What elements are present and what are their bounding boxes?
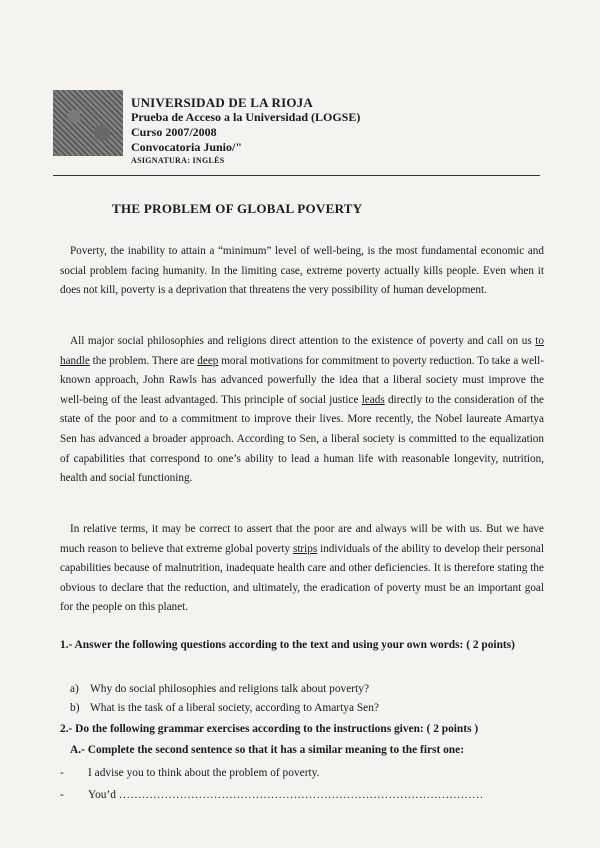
underlined-word: leads [361, 393, 385, 406]
exercise-blank: You’d …………………………………………………………………………………… [88, 789, 484, 801]
question-1a [70, 680, 554, 699]
exam-subject: ASIGNATURA: INGLÉS [131, 156, 225, 165]
paragraph-1-text: Poverty, the inability to attain a “minimum” level of well-being, is the most fundamental economic and social problem facing humanity. In the limiting case, extreme poverty actually kills people. Even when it does not kill, poverty is a deprivation that threatens the very possibility of human development. [60, 245, 544, 297]
question-1a-text: Why do social philosophies and religions talk about poverty? [90, 683, 370, 695]
paragraph-3 [60, 520, 544, 618]
exam-session: Convocatoria Junio/" [131, 140, 242, 154]
university-name: UNIVERSIDAD DE LA RIOJA [131, 95, 313, 110]
paragraph-2 [60, 332, 544, 489]
exercise-line-1 [60, 764, 544, 783]
question-2a: A.- Complete the second sentence so that it has a similar meaning to the first one: [70, 744, 464, 756]
question-1: 1.- Answer the following questions according to the text and using your own words: ( 2 points) [60, 639, 515, 651]
paragraph-2-text: All major social philosophies and religions direct attention to the existence of poverty and call on us [70, 335, 536, 347]
paragraph-3-text: In relative terms, it may be correct to assert that the poor are and always will be with us. But we have much reason to believe that extreme global poverty [60, 523, 544, 555]
paragraph-2-text: the problem. There are [89, 354, 198, 367]
course-year: Curso 2007/2008 [131, 125, 217, 139]
paragraph-3-text: individuals of the ability to develop their personal capabilities because of malnutrition, inadequate health care and other deficiencies. It is therefore stating the obvious to declare that the reduction, and ultimately, the eradication of poverty must be an important goal for the people on this planet. [60, 542, 544, 614]
question-1b-text: What is the task of a liberal society, according to Amartya Sen? [90, 702, 379, 714]
exercise-sentence: I advise you to think about the problem of poverty. [88, 767, 320, 779]
list-dash: - [60, 789, 64, 801]
header-divider [53, 175, 540, 176]
paragraph-2-text: moral motivations for commitment to poverty reduction. To take a well-known approach, John Rawls has advanced powerfully the idea that a liberal society must improve the well-being of the least advantaged. This principle of social justice [60, 354, 544, 406]
underlined-word: strips [292, 542, 318, 555]
question-label: b) [70, 702, 80, 714]
paragraph-1 [60, 242, 544, 301]
question-1b [70, 699, 554, 718]
list-dash: - [60, 767, 64, 779]
exam-header [131, 95, 360, 166]
question-label: a) [70, 683, 79, 695]
underlined-word: to handle [60, 335, 544, 367]
exercise-line-2 [60, 786, 544, 805]
text-title: THE PROBLEM OF GLOBAL POVERTY [112, 201, 363, 216]
exam-name: Prueba de Acceso a la Universidad (LOGSE) [131, 110, 361, 124]
underlined-word: deep [197, 354, 219, 367]
paragraph-2-text: directly to the consideration of the state of the poor and to a commitment to improve their lives. More recently, the Nobel laureate Amartya Sen has advanced a broader approach. According to Sen, a liberal society is committed to the equalization of capabilities that correspond to one’s ability to lead a human life with reasonable longevity, nutrition, health and social functioning. [60, 393, 545, 485]
university-logo [53, 90, 123, 156]
question-2: 2.- Do the following grammar exercises according to the instructions given: ( 2 points ) [60, 723, 479, 735]
